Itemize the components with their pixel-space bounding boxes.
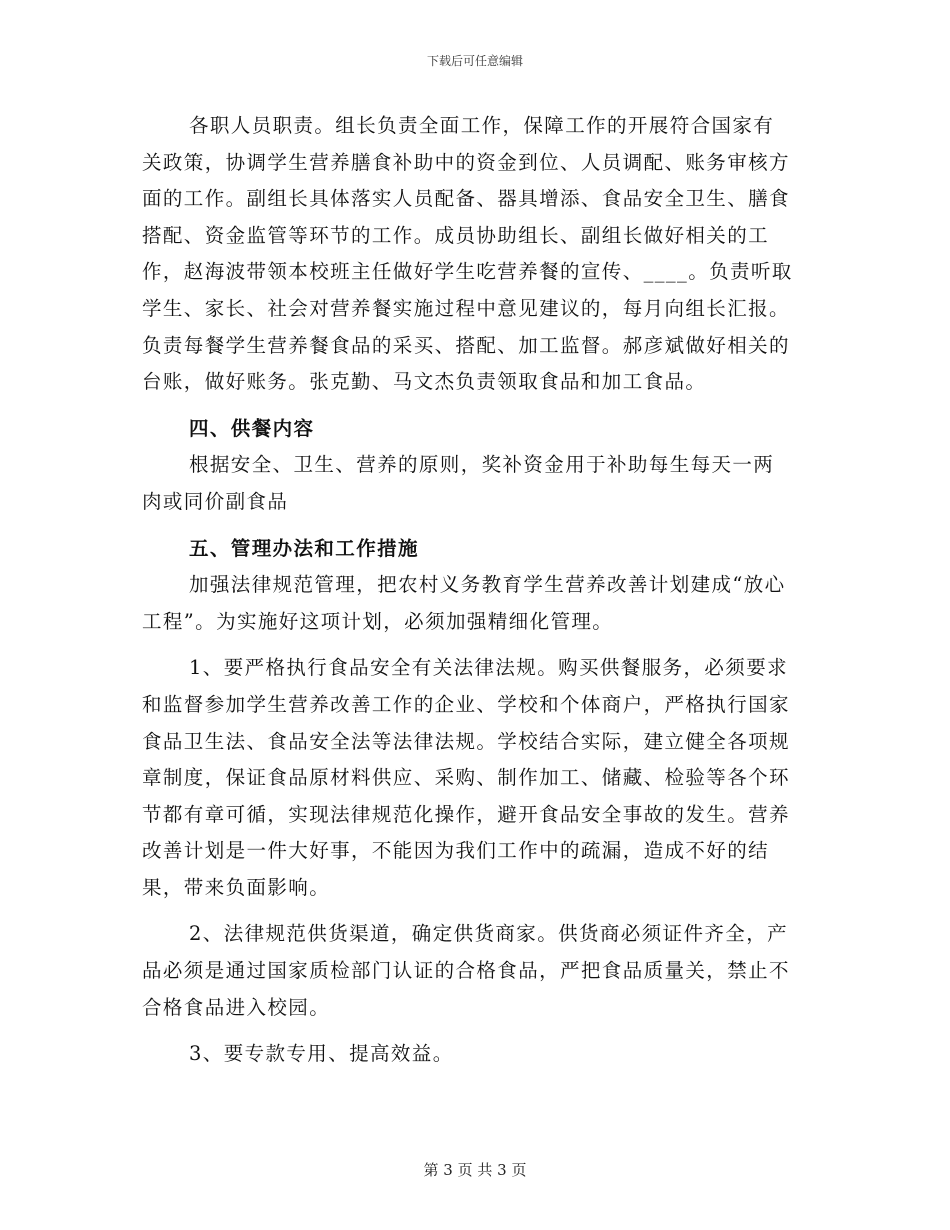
section-heading-5: 五、管理办法和工作措施 <box>189 536 419 560</box>
document-body <box>142 108 794 1073</box>
section-heading-4: 四、供餐内容 <box>189 416 315 440</box>
paragraph-measure-1: 1、要严格执行食品安全有关法律法规。购买供餐服务，必须要求和监督参加学生营养改善工作的企业、学校和个体商户，严格执行国家食品卫生法、食品安全法等法律法规。学校结合实际，建立健全各项规章制度，保证食品原材料供应、采购、制作加工、储藏、检验等各个环节都有章可循，实现法律规范化操作，避开食品安全事故的发生。营养改善计划是一件大好事，不能因为我们工作中的疏漏，造成不好的结果，带来负面影响。 <box>142 656 790 899</box>
paragraph-meal-content: 根据安全、卫生、营养的原则，奖补资金用于补助每生每天一两肉或同价副食品 <box>142 453 775 513</box>
paragraph-duties: 各职人员职责。组长负责全面工作，保障工作的开展符合国家有关政策，协调学生营养膳食补助中的资金到位、人员调配、账务审核方面的工作。副组长具体落实人员配备、器具增添、食品安全卫生、膳食搭配、资金监管等环节的工作。成员协助组长、副组长做好相关的工作，赵海波带领本校班主任做好学生吃营养餐的宣传、____。负责听取学生、家长、社会对营养餐实施过程中意见建议的，每月向组长汇报。负责每餐学生营养餐食品的采买、搭配、加工监督。郝彦斌做好相关的台账，做好账务。张克勤、马文杰负责领取食品和加工食品。 <box>142 114 793 394</box>
page-footer: 第 3 页 共 3 页 <box>423 1161 527 1179</box>
paragraph-measure-2: 2、法律规范供货渠道，确定供货商家。供货商必须证件齐全，产品必须是通过国家质检部门认证的合格食品，严把食品质量关，禁止不合格食品进入校园。 <box>142 922 790 1019</box>
page-header: 下载后可任意编辑 <box>426 54 523 68</box>
paragraph-legal-management: 加强法律规范管理，把农村义务教育学生营养改善计划建成“放心工程”。为实施好这项计划，必须加强精细化管理。 <box>142 573 786 633</box>
paragraph-measure-3: 3、要专款专用、提高效益。 <box>189 1042 454 1066</box>
